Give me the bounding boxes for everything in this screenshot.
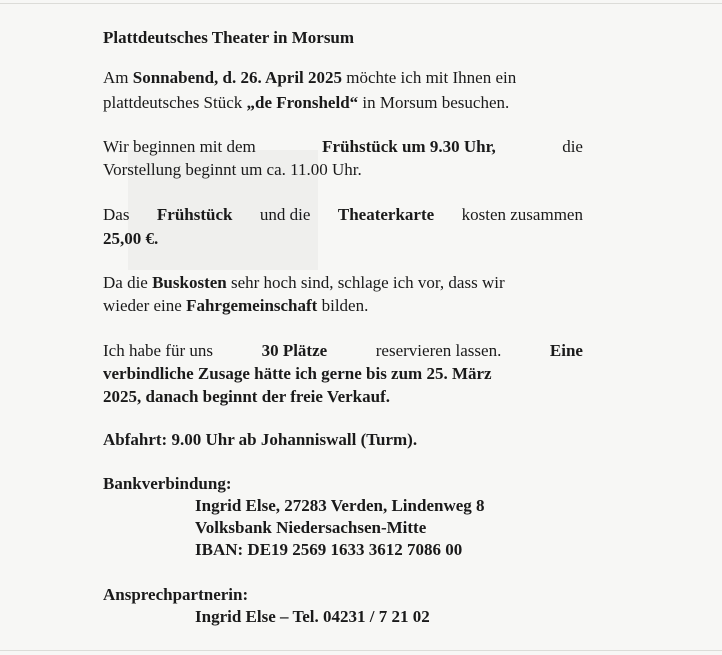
contact-person-phone: Ingrid Else – Tel. 04231 / 7 21 02: [195, 607, 430, 626]
breakfast-time: Frühstück um 9.30 Uhr,: [322, 137, 496, 156]
bank-heading: Bankverbindung:: [103, 474, 232, 493]
deadline-line: verbindliche Zusage hätte ich gerne bis zum 25. März: [103, 364, 492, 383]
bank-account-holder: Ingrid Else, 27283 Verden, Lindenweg 8: [195, 496, 485, 515]
paper-fold-line: [0, 650, 722, 651]
bank-iban: IBAN: DE19 2569 1633 3612 7086 00: [195, 540, 463, 559]
paragraph-bus-line: Da die Buskosten sehr hoch sind, schlage ich vor, dass wir: [103, 273, 505, 292]
paragraph-play-line: plattdeutsches Stück „de Fronsheld“ in Morsum besuchen.: [103, 93, 510, 112]
play-title: „de Fronsheld“: [246, 93, 359, 112]
departure-info: Abfahrt: 9.00 Uhr ab Johanniswall (Turm).: [103, 430, 418, 449]
paragraph-seats-line: Ich habe für uns 30 Plätze reservieren lassen. Eine: [103, 341, 583, 360]
paragraph-carpool-line: wieder eine Fahrgemeinschaft bilden.: [103, 296, 369, 315]
document-title: Plattdeutsches Theater in Morsum: [103, 28, 355, 47]
paragraph-show-time-line: Vorstellung beginnt um ca. 11.00 Uhr.: [103, 160, 362, 179]
paper-fold-line: [0, 3, 722, 4]
price: 25,00 €.: [103, 229, 159, 248]
event-date: Sonnabend, d. 26. April 2025: [132, 68, 343, 87]
deadline-line-2: 2025, danach beginnt der freie Verkauf.: [103, 387, 390, 406]
paragraph-date-line: Am Sonnabend, d. 26. April 2025 möchte ich mit Ihnen ein: [103, 68, 517, 87]
paragraph-breakfast-line: Wir beginnen mit dem Frühstück um 9.30 Uhr, die: [103, 137, 583, 156]
paragraph-cost-line: Das Frühstück und die Theaterkarte kosten zusammen: [103, 205, 583, 224]
bank-name: Volksbank Niedersachsen-Mitte: [195, 518, 427, 537]
contact-heading: Ansprechpartnerin:: [103, 585, 249, 604]
seat-count: 30 Plätze: [261, 341, 328, 360]
